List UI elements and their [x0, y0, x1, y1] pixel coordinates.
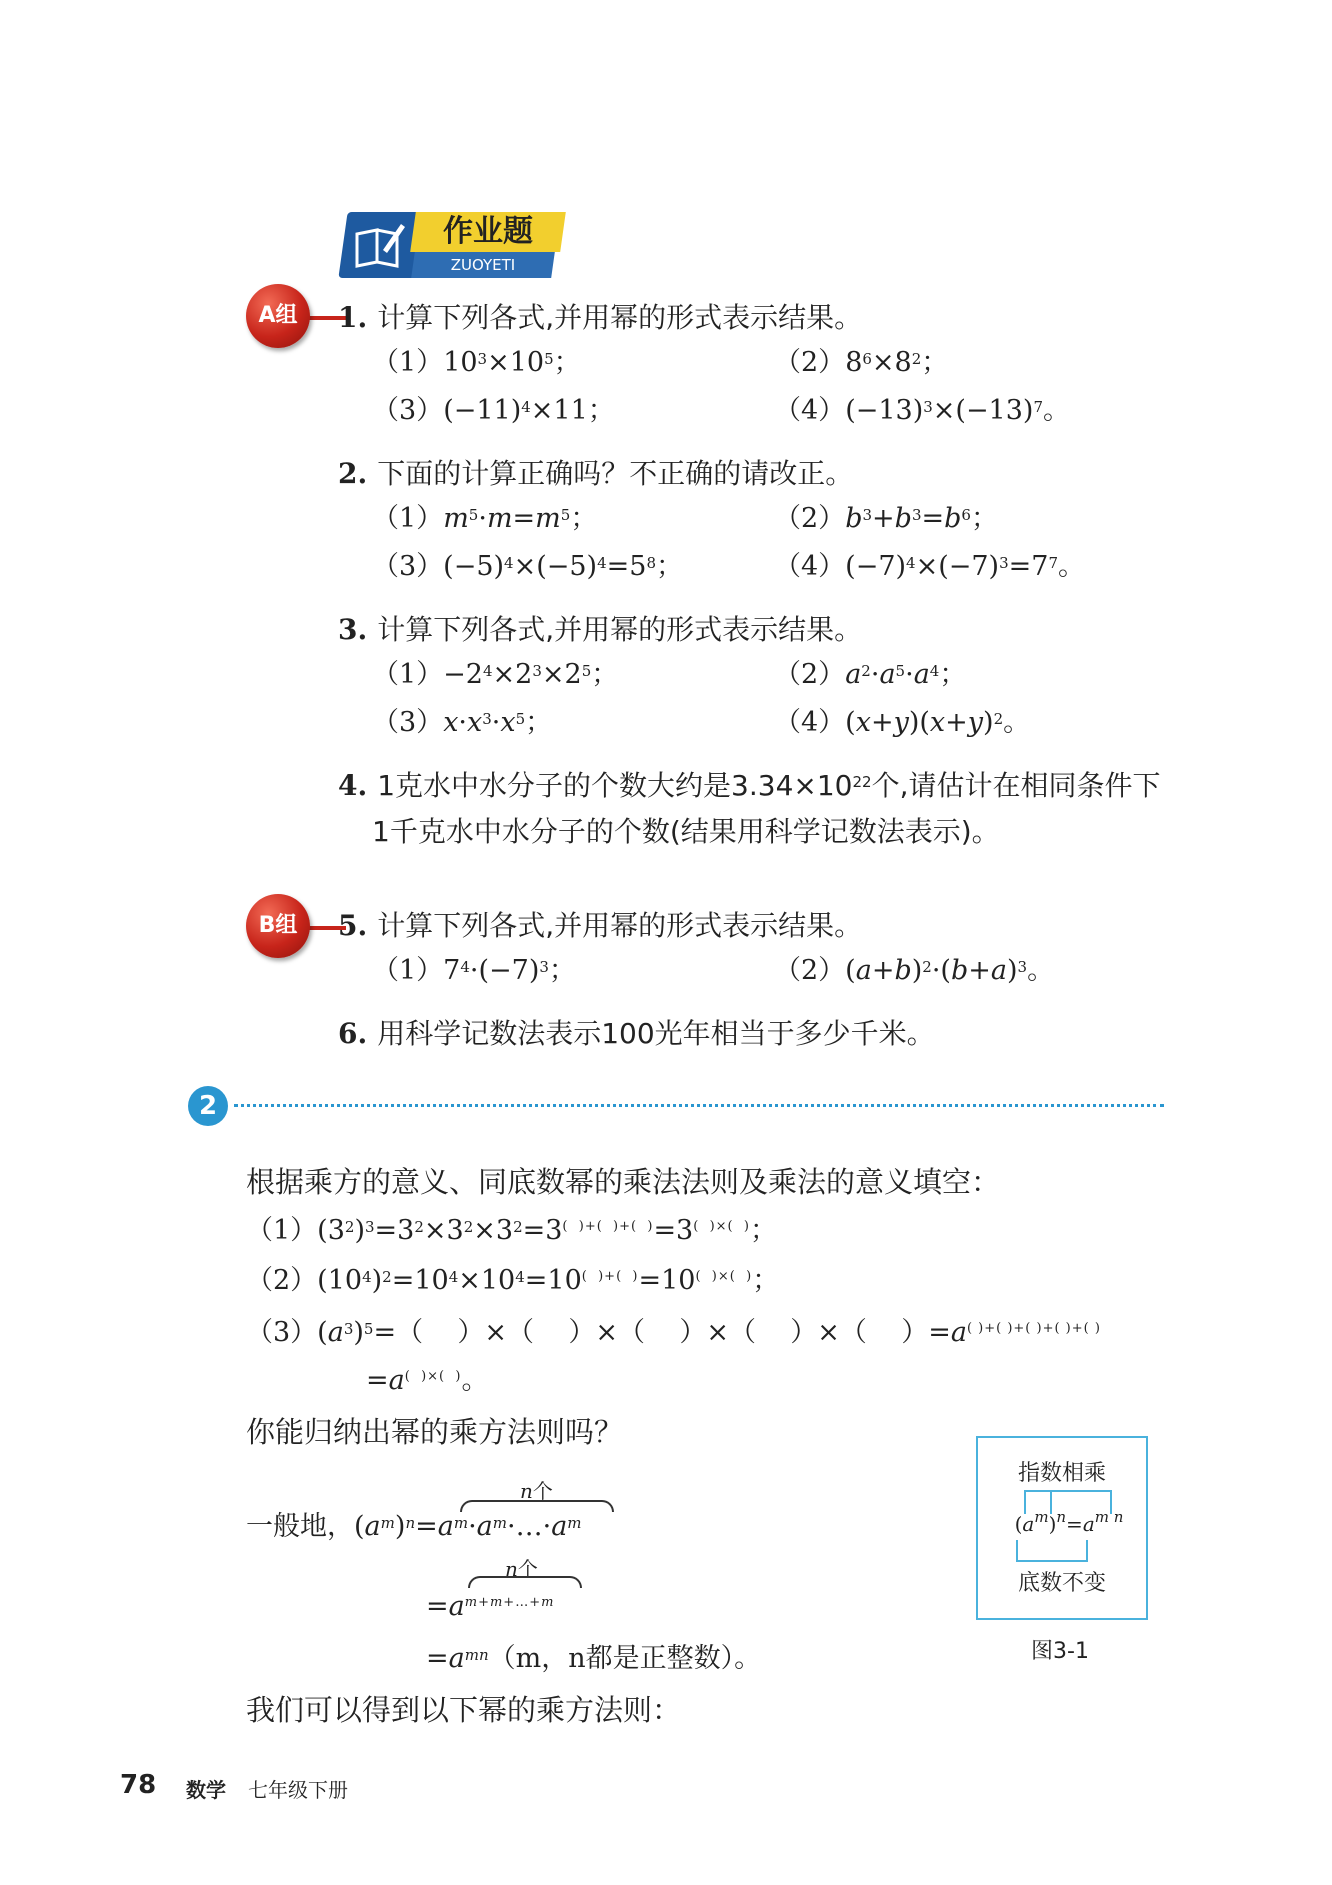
- section-divider: [234, 1104, 1164, 1107]
- q2-item-4: $(4)(-7)^4\times(-7)^3=7^7$。: [774, 551, 1085, 582]
- q1-item-1: $(1)10^3\times 10^5$；: [372, 347, 581, 378]
- general-line-3: $=a^{mn}(m$，n都是正整数）。: [426, 1643, 762, 1674]
- q1-item-3: $(3)(-11)^4\times 11$；: [372, 395, 615, 426]
- group-b-badge: B组: [246, 894, 310, 958]
- banner-title: 作业题: [410, 212, 566, 252]
- q5-item-1: $(1)7^4\cdot(-7)^3$；: [372, 955, 576, 986]
- figure-top-label: 指数相乘: [1017, 1461, 1106, 1486]
- fill-item-2: $(2)(10^4)^2=10^4\times 10^4=10^{( )+( )}=10^{( )\times( )}$；: [246, 1265, 780, 1296]
- q1-item-2: $(2)8^6\times 8^2$；: [774, 347, 949, 378]
- figure-bottom-bracket: [1016, 1540, 1088, 1562]
- q3-item-1: $(1)-2^4\times 2^3\times 2^5$；: [372, 659, 619, 690]
- fill-item-3-cont: =a( )×( )。: [366, 1365, 489, 1396]
- group-a-badge: A组: [246, 284, 310, 348]
- figure-bottom-label: 底数不变: [1017, 1571, 1106, 1596]
- q2-item-3: $(3)(-5)^4\times(-5)^4=5^8$；: [372, 551, 683, 582]
- figure-top-bracket-mid: [1050, 1490, 1052, 1514]
- q4-line-2: 1千克水中水分子的个数(结果用科学记数法表示)。: [372, 815, 1000, 848]
- figure-caption: 图3-1: [1031, 1639, 1089, 1664]
- section-question: 你能归纳出幂的乘方法则吗？: [246, 1415, 624, 1449]
- section-number: 2: [188, 1086, 228, 1126]
- q6-text: 6. 用科学记数法表示100光年相当于多少千米。: [338, 1017, 935, 1050]
- fill-item-1: $(1)(3^2)^3=3^2\times 3^2\times 3^2=3^{( )+( )+( )}=3^{( )\times( )}$；: [246, 1215, 777, 1246]
- q1-text: 1. 计算下列各式,并用幂的形式表示结果。: [338, 301, 863, 334]
- footer-subject: 数学: [186, 1778, 226, 1802]
- general-line-2: $=a^{m+m+\dots+m}$: [426, 1591, 555, 1622]
- footer-book: 七年级下册: [248, 1778, 348, 1802]
- q2-item-2: $(2)b^3+b^3=b^6$；: [774, 503, 998, 534]
- q1-item-4: $(4)(-13)^3\times(-13)^7$。: [774, 395, 1070, 426]
- book-pencil-icon: [338, 212, 421, 278]
- figure-3-1: [976, 1436, 1148, 1620]
- overbrace-label-2: n个: [505, 1557, 538, 1581]
- q2-item-1: $(1)m^5\cdot m=m^5$；: [372, 503, 598, 534]
- homework-banner: [343, 212, 569, 278]
- section-intro: 根据乘方的意义、同底数幂的乘法法则及乘法的意义填空：: [246, 1165, 1001, 1199]
- section-conclusion: 我们可以得到以下幂的乘方法则：: [246, 1693, 682, 1727]
- banner-subtitle: ZUOYETI: [411, 252, 555, 278]
- overbrace-label-1: n个: [520, 1479, 553, 1503]
- q3-item-4: $(4)(x+y)(x+y)^2$。: [774, 707, 1031, 738]
- q3-item-3: $(3)x\cdot x^3\cdot x^5$；: [372, 707, 553, 738]
- fill-item-3: $(3)(a^3)^5=$（ ）×（ ）×（ ）×（ ）×（ ）=a( )+( )+( )+( )+( ): [246, 1317, 1101, 1348]
- q5-item-2: $(2)(a+b)^2\cdot(b+a)^3$。: [774, 955, 1055, 986]
- general-line-1: 一般地，$(a^m)^n=a^m\cdot a^m\cdot\dots\cdot a^m$: [246, 1511, 582, 1542]
- q4-line-1: 4. 1克水中水分子的个数大约是$3.34\times 10^{22}$个,请估计在相同条件下: [338, 769, 1161, 802]
- figure-formula: $(a^m)^n=a^{m n}$: [1014, 1508, 1124, 1536]
- page-number: 78: [120, 1770, 157, 1800]
- overbrace-2: [468, 1576, 582, 1588]
- q5-text: 5. 计算下列各式,并用幂的形式表示结果。: [338, 909, 863, 942]
- q3-text: 3. 计算下列各式,并用幂的形式表示结果。: [338, 613, 863, 646]
- q2-text: 2. 下面的计算正确吗？不正确的请改正。: [338, 457, 854, 490]
- q3-item-2: $(2)a^2\cdot a^5\cdot a^4$；: [774, 659, 967, 690]
